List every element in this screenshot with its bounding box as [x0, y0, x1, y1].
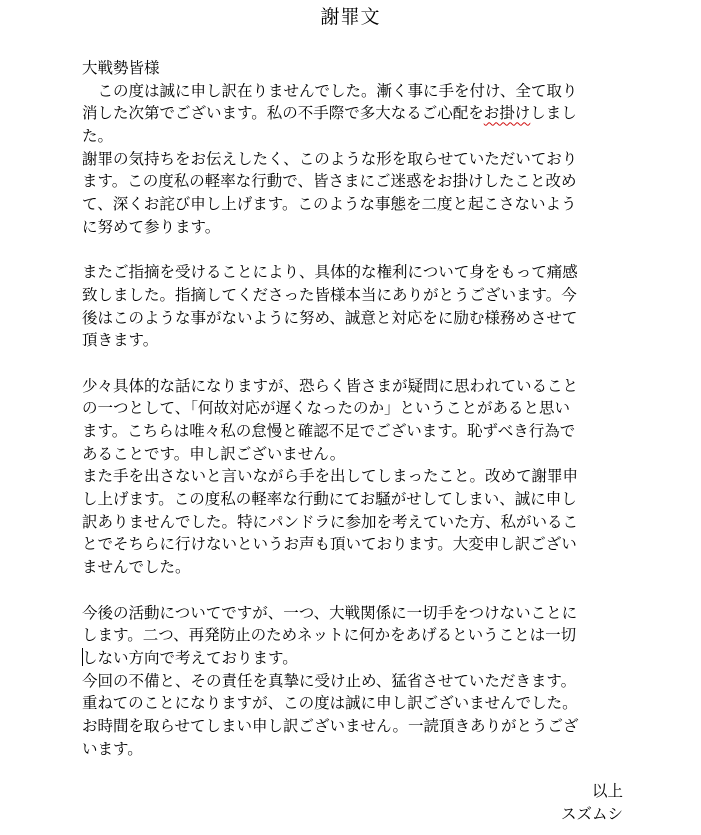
body-line: に努めて参ります。 — [82, 217, 221, 236]
blank-line — [82, 352, 642, 375]
body-line: お時間を取らせてしまい申し訳ございません。一読頂きありがとうござ — [82, 716, 579, 735]
signature-name: スズムシ — [560, 804, 623, 823]
body-line-with-spellcheck — [82, 102, 642, 125]
body-line: 後はこのような事がないように努め、誠意と対応をに励む様務めさせて — [82, 308, 578, 327]
body-line: します。二つ、再発防止のためネットに何かをあげるということは一切 — [82, 626, 577, 645]
body-line: とでそちらに行けないというお声も頂いております。大変申し訳ござい — [82, 535, 577, 554]
body-line: あることです。申し訳ございません。 — [82, 444, 346, 463]
body-line: この度は誠に申し訳在りませんでした。漸く事に手を付け、全て取り — [82, 81, 578, 100]
body-line: またご指摘を受けることにより、具体的な権利について身をもって痛感 — [82, 263, 578, 282]
body-line: ます。こちらは唯々私の怠慢と確認不足でございます。恥ずべき行為で — [82, 422, 576, 440]
signature-block — [561, 780, 623, 825]
body-line: ませんでした。 — [82, 558, 191, 577]
body-line: た。 — [82, 127, 114, 146]
body-line: し上げます。この度私の軽率な行動にてお騒がせしてしまい、誠に申し — [82, 490, 577, 509]
body-line: 謝罪の気持ちをお伝えしたく、このような形を取らせていただいており — [82, 149, 578, 168]
body-line-with-caret — [82, 647, 642, 670]
spellcheck-underlined-text[interactable]: お掛け — [483, 104, 531, 123]
body-line: 少々具体的な話になりますが、恐らく皆さまが疑問に思われていること — [82, 376, 579, 395]
body-text: しまし — [530, 104, 577, 123]
body-line: ます。この度私の軽率な行動で、皆さまにご迷惑をお掛けしたこと改め — [82, 172, 577, 191]
body-line: また手を出さないと言いながら手を出してしまったこと。改めて謝罪申 — [82, 467, 579, 486]
salutation-line: 大戦勢皆様 — [82, 59, 160, 77]
body-text: しない方向で考えております。 — [82, 648, 298, 667]
body-line: 今後の活動についてですが、一つ、大戦関係に一切手をつけないことに — [82, 603, 578, 622]
blank-line — [82, 579, 642, 602]
body-line: 致しました。指摘してくださった皆様本当にありがとうございます。今 — [82, 285, 577, 304]
body-text: 消した次第でございます。私の不手際で多大なるご心配を — [82, 104, 484, 123]
document-body[interactable] — [82, 57, 642, 760]
body-line: て、深くお詫び申し上げます。このような事態を二度と起こさないよう — [82, 195, 577, 214]
body-line: 重ねてのことになりますが、この度は誠に申し訳ございませんでした。 — [82, 694, 578, 713]
closing-text: 以上 — [591, 782, 623, 800]
body-line: 今回の不備と、その責任を真摯に受け止め、猛省させていただきます。 — [82, 671, 577, 690]
blank-line — [82, 239, 642, 262]
body-line: 頂きます。 — [82, 331, 159, 350]
body-line: 訳ありませんでした。特にパンドラに参加を考えていた方、私がいるこ — [82, 512, 579, 531]
body-line: います。 — [82, 739, 143, 758]
document-title: 謝罪文 — [320, 6, 381, 28]
body-line: の一つとして、「何故対応が遅くなったのか」ということがあると思い — [82, 399, 570, 418]
